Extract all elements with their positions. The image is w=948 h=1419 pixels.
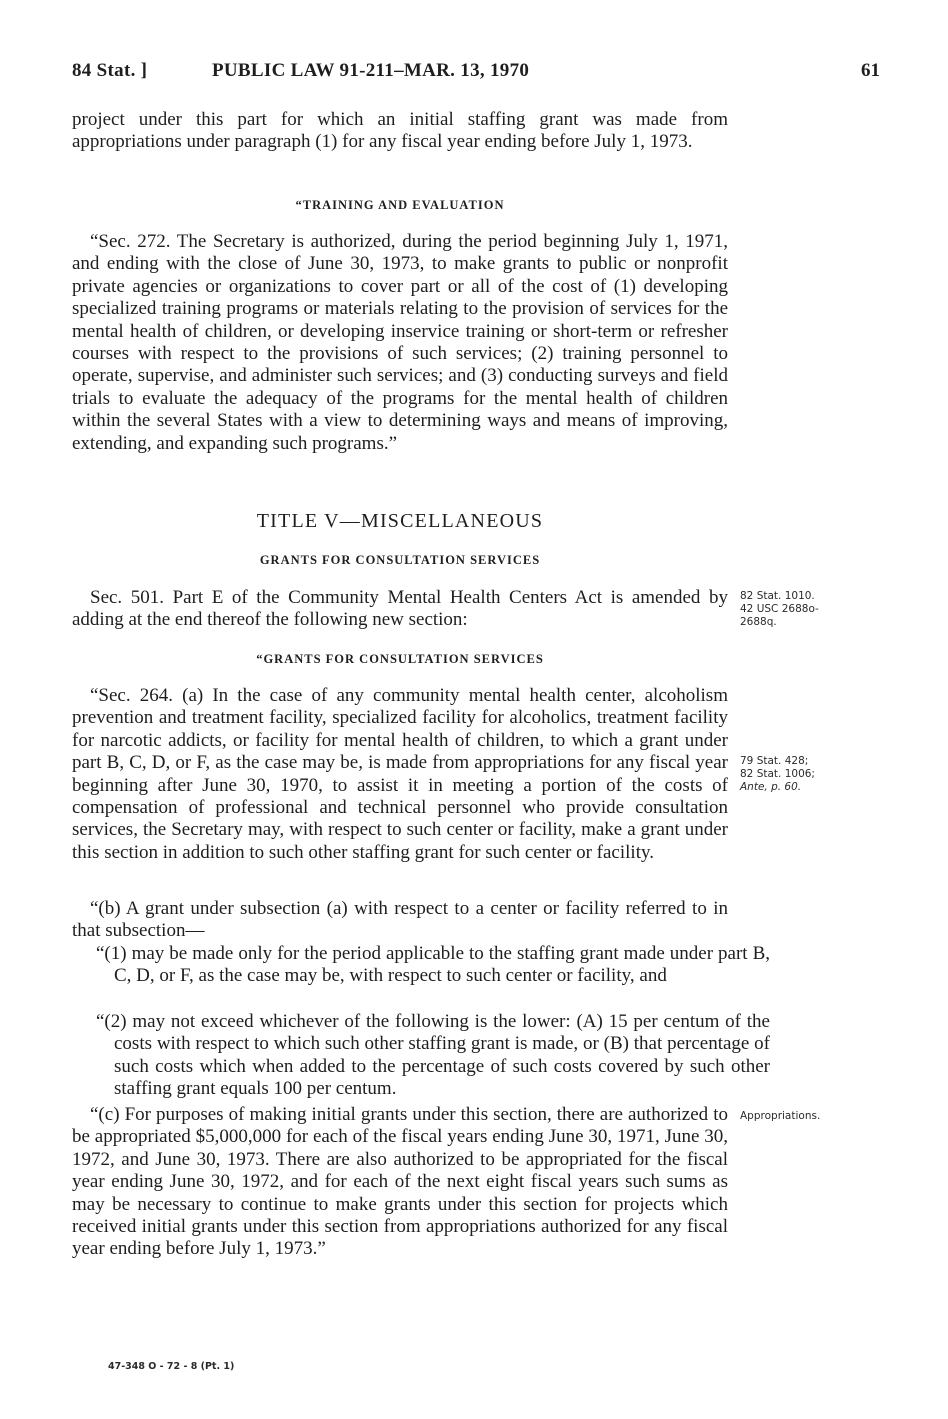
section-264b2-paragraph: “(2) may not exceed whichever of the following is the lower: (A) 15 per centum of the costs with respect to which such other staffing grant is made, or (B) that percentage of such costs which when added to the percentage of such costs covered by such other staffing grant equals 100 per centum. [96,1011,770,1100]
footer-print-code: 47-348 O - 72 - 8 (Pt. 1) [108,1361,235,1372]
section-264b1-paragraph: “(1) may be made only for the period applicable to the staffing grant made under part B, C, D, or F, as the case may be, with respect to such center or facility, and [96,943,770,987]
heading-grants-consultation-quoted: “GRANTS FOR CONSULTATION SERVICES [256,652,544,666]
margin-note-citation-1: 82 Stat. 1010. 42 USC 2688o- 2688q. [740,590,819,628]
header-statute: 84 Stat. ] [72,60,148,81]
heading-training-evaluation: “TRAINING AND EVALUATION [295,198,505,212]
section-264b-paragraph: “(b) A grant under subsection (a) with respect to a center or facility referred to in that subsection— [72,898,728,942]
page-number: 61 [861,60,880,81]
margin-note-citation-2: 79 Stat. 428; 82 Stat. 1006; Ante, p. 60. [740,755,815,793]
continued-paragraph: project under this part for which an initial staffing grant was made from appropriations under paragraph (1) for any fiscal year ending before July 1, 1973. [72,109,728,153]
section-272-paragraph: “Sec. 272. The Secretary is authorized, during the period beginning July 1, 1971, and ending with the close of June 30, 1973, to make grants to public or nonprofit private agencies or organizations to cover part or all of the cost of (1) developing specialized training programs or materials relating to the provision of services for the mental health of children, or developing inservice training or short-term or refresher courses with respect to the provisions of such services; (2) training personnel to operate, supervise, and administer such services; and (3) conducting surveys and field trials to evaluate the adequacy of the programs for the mental health of children within the several States with a view to determining ways and means of improving, extending, and expanding such programs.” [72,231,728,454]
header-law-title: PUBLIC LAW 91-211–MAR. 13, 1970 [212,60,530,81]
heading-grants-consultation: GRANTS FOR CONSULTATION SERVICES [259,553,541,567]
title-v-heading: TITLE V—MISCELLANEOUS [256,510,544,532]
section-501-paragraph: Sec. 501. Part E of the Community Mental Health Centers Act is amended by adding at the end thereof the following new section: [72,587,728,631]
section-264c-paragraph: “(c) For purposes of making initial grants under this section, there are authorized to be appropriated $5,000,000 for each of the fiscal years ending June 30, 1971, June 30, 1972, and June 30, 1973. There are also authorized to be appropriated for the fiscal year ending June 30, 1972, and for each of the next eight fiscal years such sums as may be necessary to continue to make grants under this section for projects which received initial grants under this section from appropriations authorized for any fiscal year ending before July 1, 1973.” [72,1104,728,1260]
running-header [72,60,880,88]
section-264a-paragraph: “Sec. 264. (a) In the case of any community mental health center, alcoholism prevention and treatment facility, specialized facility for alcoholics, treatment facility for narcotic addicts, or facility for mental health of children, to which a grant under part B, C, D, or F, as the case may be, is made from appropriations for any fiscal year beginning after June 30, 1970, to assist it in meeting a portion of the costs of compensation of professional and technical personnel who provide consultation services, the Secretary may, with respect to such center or facility, make a grant under this section in addition to such other staffing grant for such center or facility. [72,685,728,863]
margin-note-appropriations: Appropriations. [740,1110,821,1122]
